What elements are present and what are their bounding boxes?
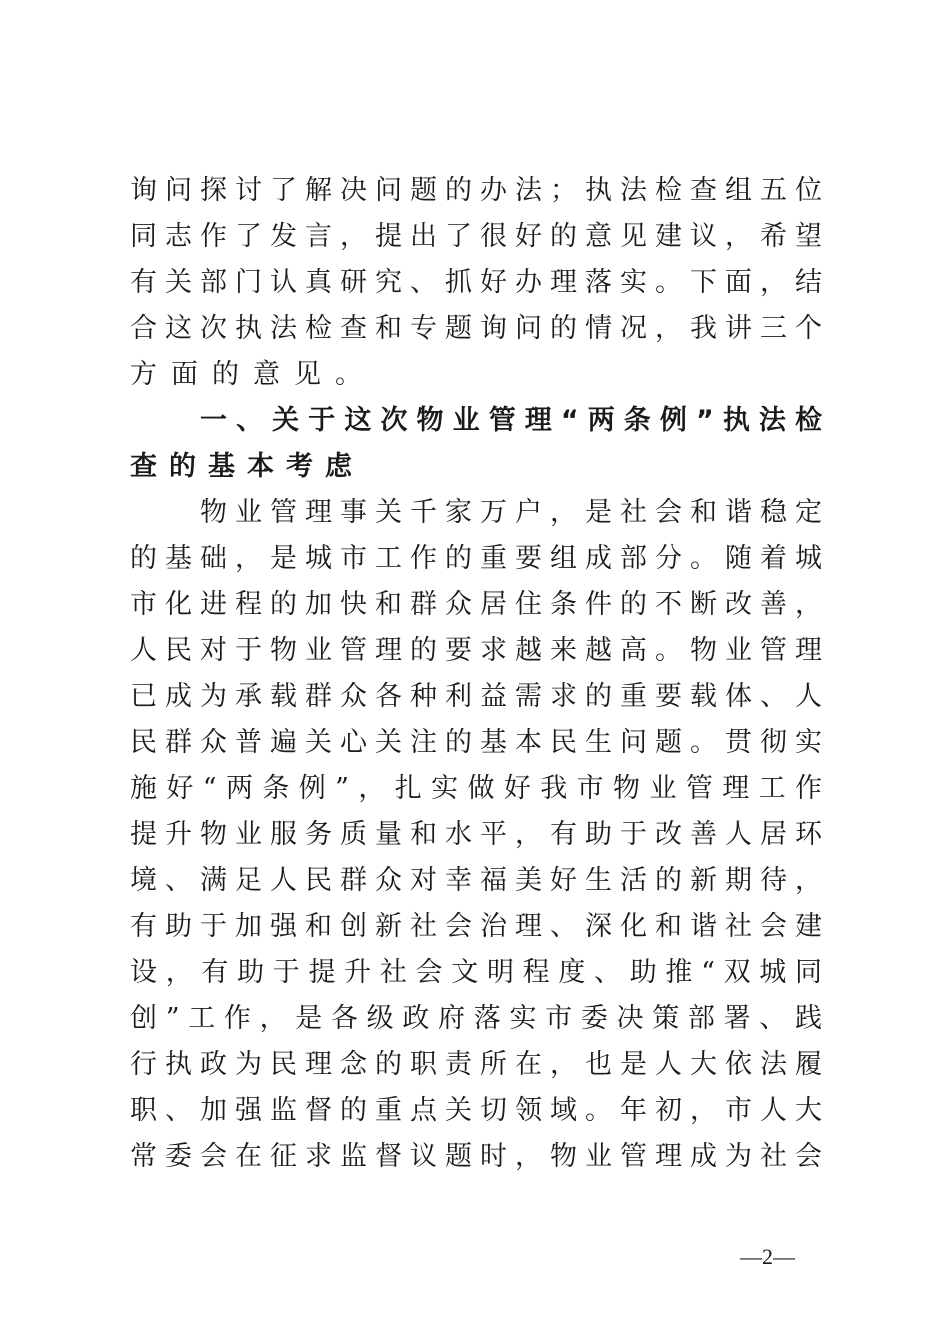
text-line: 提升物业服务质量和水平，有助于改善人居环 [130, 819, 822, 850]
text-line: 创”工作，是各级政府落实市委决策部署、践 [130, 1003, 822, 1034]
text-line: 有助于加强和创新社会治理、深化和谐社会建 [130, 911, 822, 942]
text-line: 市化进程的加快和群众居住条件的不断改善， [130, 589, 822, 620]
text-line: 有关部门认真研究、抓好办理落实。下面，结 [130, 267, 822, 298]
text-line: 民群众普遍关心关注的基本民生问题。贯彻实 [130, 727, 822, 758]
text-line: 的基础，是城市工作的重要组成部分。随着城 [130, 543, 822, 574]
text-line: 行执政为民理念的职责所在，也是人大依法履 [130, 1049, 822, 1080]
section-heading: 查的基本考虑 [130, 451, 364, 482]
text-line: 施好“两条例”，扎实做好我市物业管理工作 [130, 773, 822, 804]
text-line: 询问探讨了解决问题的办法；执法检查组五位 [130, 175, 822, 206]
text-line: 职、加强监督的重点关切领域。年初，市人大 [130, 1095, 822, 1126]
text-line: 方面的意见。 [130, 359, 376, 390]
text-line: 境、满足人民群众对幸福美好生活的新期待， [130, 865, 822, 896]
section-heading: 一、关于这次物业管理“两条例”执法检 [200, 405, 822, 436]
text-line: 物业管理事关千家万户，是社会和谐稳定 [200, 497, 822, 528]
text-line: 常委会在征求监督议题时，物业管理成为社会 [130, 1141, 822, 1172]
text-line: 设，有助于提升社会文明程度、助推“双城同 [130, 957, 822, 988]
text-line: 人民对于物业管理的要求越来越高。物业管理 [130, 635, 822, 666]
page-number: —2— [740, 1244, 795, 1269]
body-text [130, 168, 822, 1180]
text-line: 同志作了发言，提出了很好的意见建议，希望 [130, 221, 822, 252]
text-line: 合这次执法检查和专题询问的情况，我讲三个 [130, 313, 822, 344]
text-line: 已成为承载群众各种利益需求的重要载体、人 [130, 681, 822, 712]
